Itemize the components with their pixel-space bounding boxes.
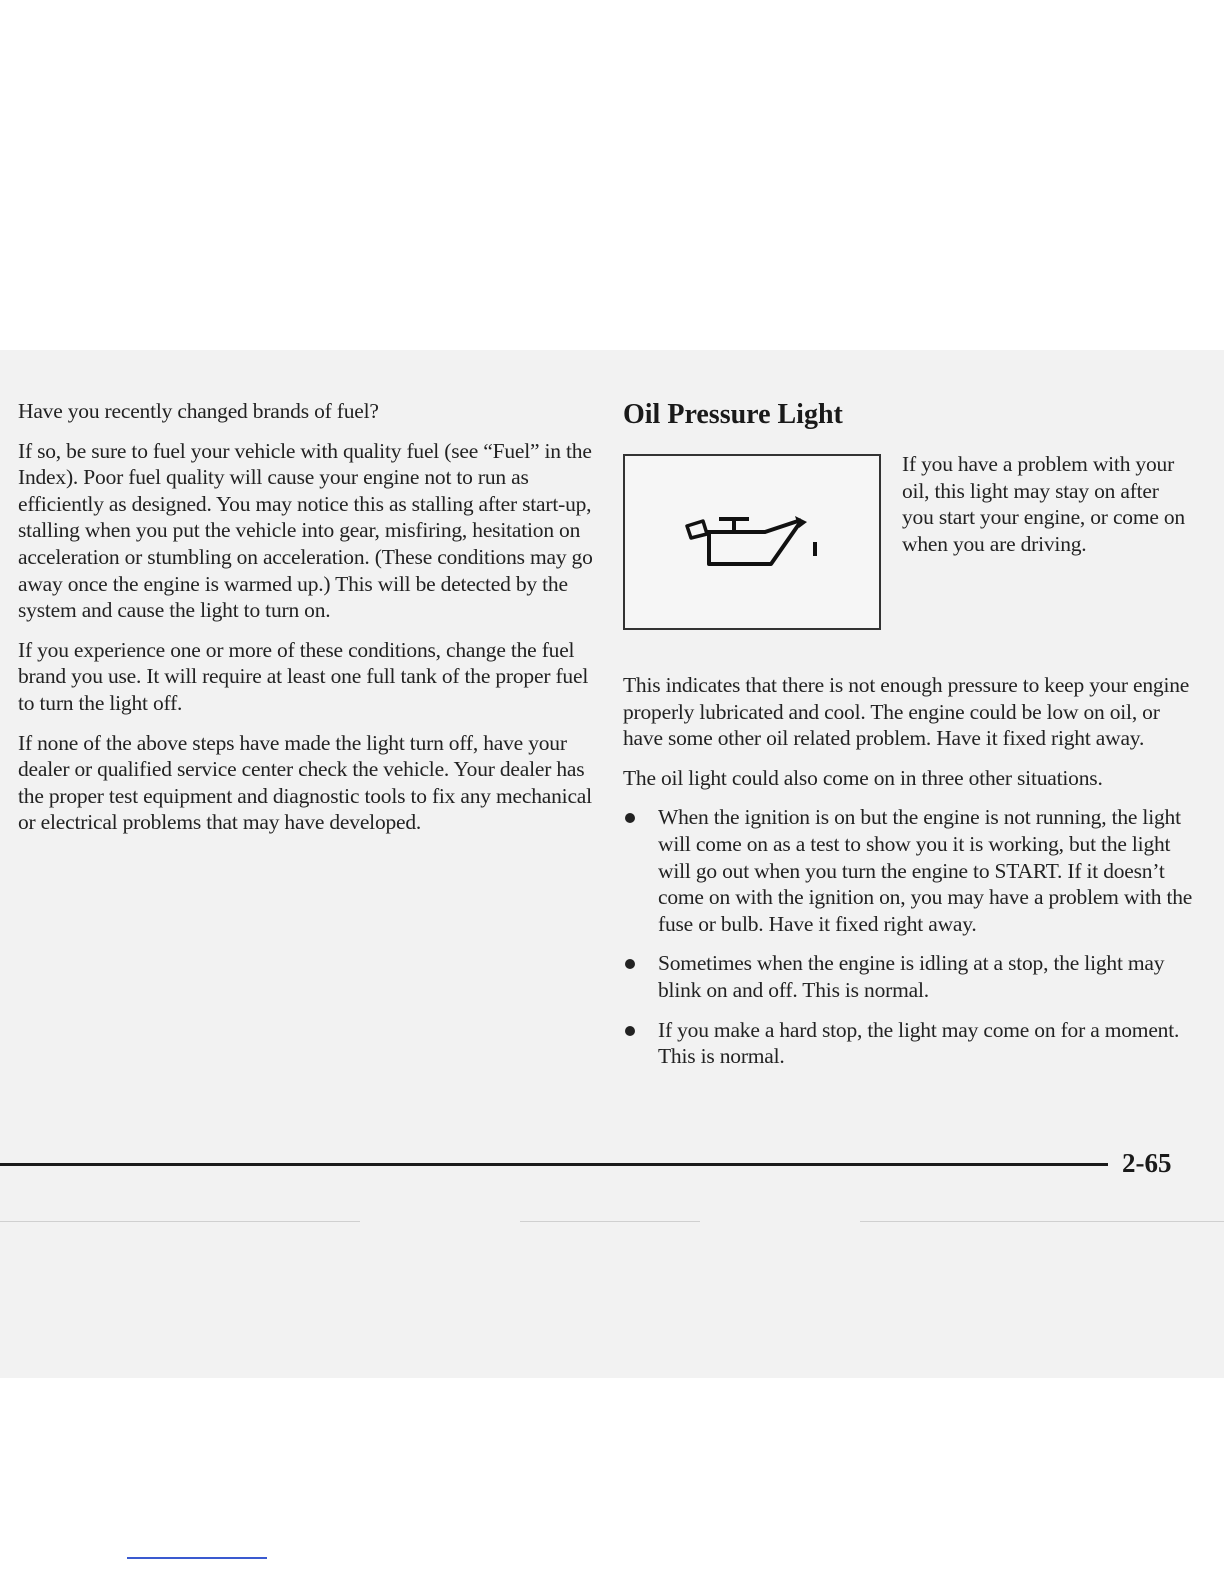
list-item-text: Sometimes when the engine is idling at a stop, the light may blink on and off. This is normal. bbox=[658, 951, 1165, 1002]
bullet-icon bbox=[625, 1026, 635, 1036]
oil-can-icon bbox=[681, 512, 821, 576]
scan-artifact-line bbox=[520, 1221, 700, 1222]
oil-light-description: If you have a problem with your oil, this light may stay on after you start your engine, or come on when you are driving. bbox=[902, 452, 1185, 556]
pressure-paragraph: This indicates that there is not enough pressure to keep your engine properly lubricated and cool. The engine could be low on oil, or have some other oil related problem. Have it fixed right away. bbox=[623, 673, 1190, 751]
bullet-icon bbox=[625, 959, 635, 969]
page-number: 2-65 bbox=[1122, 1148, 1172, 1178]
section-heading: Oil Pressure Light bbox=[623, 399, 843, 430]
scan-artifact-line bbox=[860, 1221, 1224, 1222]
list-item-text: When the ignition is on but the engine is not running, the light will come on as a test to show you it is working, but the light will go out when you turn the engine to START. If it doesn’t come on with the ignition on, you may have a problem with the fuse or bulb. Have it fixed right away. bbox=[658, 805, 1193, 936]
change-fuel-paragraph: If you experience one or more of these conditions, change the fuel brand you use. It will require at least one full tank of the proper fuel to turn the light off. bbox=[18, 637, 589, 715]
indicator-box bbox=[623, 454, 881, 630]
bullet-icon bbox=[625, 813, 635, 823]
dealer-check-paragraph: If none of the above steps have made the light turn off, have your dealer or qualified service center check the vehicle. Your dealer has the proper test equipment and diagnostic tools to fix any mechanical or electrical problems that may have developed. bbox=[18, 730, 592, 835]
list-item bbox=[623, 804, 1193, 937]
fuel-quality-paragraph: If so, be sure to fuel your vehicle with quality fuel (see “Fuel” in the Index). Poor fuel quality will cause your engine not to run as efficiently as designed. You may notice this as stalling after start-up, stalling when you put the vehicle into gear, misfiring, hesitation on acceleration or stumbling on acceleration. (These conditions may go away once the engine is warmed up.) This will be detected by the system and cause the light to turn on. bbox=[18, 438, 593, 623]
fuel-question: Have you recently changed brands of fuel? bbox=[18, 399, 379, 423]
bottom-link-underline[interactable] bbox=[127, 1557, 267, 1559]
left-column bbox=[18, 398, 593, 849]
situations-list bbox=[623, 804, 1193, 1069]
right-column bbox=[623, 398, 1193, 1083]
list-item bbox=[623, 950, 1193, 1003]
footer-rule bbox=[0, 1163, 1108, 1166]
oil-light-figure bbox=[623, 454, 1193, 654]
list-item bbox=[623, 1017, 1193, 1070]
situations-intro: The oil light could also come on in three other situations. bbox=[623, 765, 1103, 790]
list-item-text: If you make a hard stop, the light may come on for a moment. This is normal. bbox=[658, 1017, 1180, 1069]
scan-artifact-line bbox=[0, 1221, 360, 1222]
